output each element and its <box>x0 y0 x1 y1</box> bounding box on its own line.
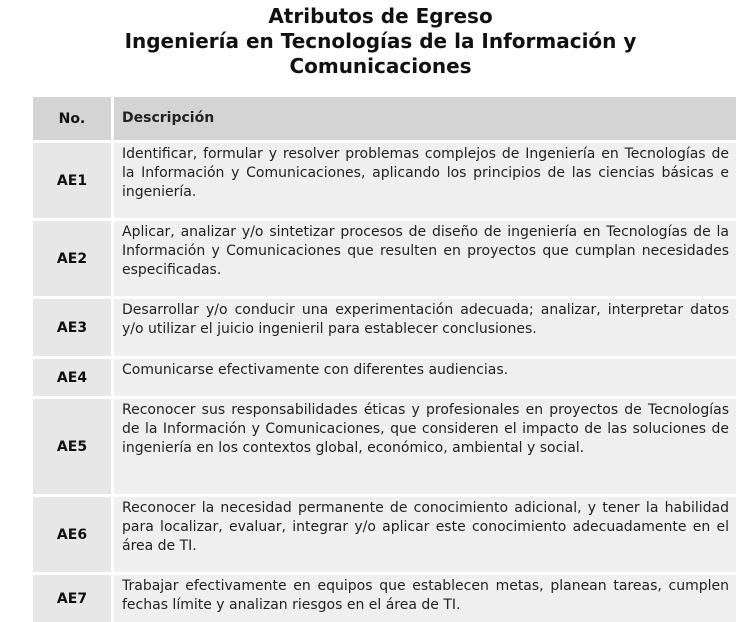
table-row <box>33 299 736 359</box>
row-description: Trabajar efectivamente en equipos que establecen metas, planean tareas, cumplen fechas límite y analizan riesgos en el área de TI. <box>114 575 736 622</box>
row-description: Desarrollar y/o conducir una experimentación adecuada; analizar, interpretar datos y/o utilizar el juicio ingenieril para establecer conclusiones. <box>114 299 736 356</box>
table-header-row <box>33 97 736 143</box>
document-title <box>0 4 752 79</box>
table-row <box>33 221 736 299</box>
row-number: AE6 <box>33 497 114 572</box>
title-line-2: Ingeniería en Tecnologías de la Información y <box>124 29 637 53</box>
row-number: AE4 <box>33 359 114 396</box>
table-row <box>33 497 736 575</box>
header-no: No. <box>33 97 114 140</box>
attributes-table <box>33 97 736 622</box>
table-row <box>33 359 736 399</box>
row-number: AE1 <box>33 143 114 218</box>
row-number: AE7 <box>33 575 114 622</box>
row-description: Aplicar, analizar y/o sintetizar procesos de diseño de ingeniería en Tecnologías de la Información y Comunicaciones que resulten en proyectos que cumplan necesidades especificadas. <box>114 221 736 296</box>
table-row <box>33 575 736 622</box>
table-row <box>33 143 736 221</box>
row-description: Identificar, formular y resolver problemas complejos de Ingeniería en Tecnologías de la Información y Comunicaciones, aplicando los principios de las ciencias básicas e ingeniería. <box>114 143 736 218</box>
row-number: AE2 <box>33 221 114 296</box>
title-line-1: Atributos de Egreso <box>268 4 493 28</box>
row-description: Comunicarse efectivamente con diferentes audiencias. <box>114 359 736 396</box>
row-number: AE3 <box>33 299 114 356</box>
title-line-3: Comunicaciones <box>289 54 472 78</box>
row-description: Reconocer sus responsabilidades éticas y profesionales en proyectos de Tecnologías de la Información y Comunicaciones, que consideren el impacto de las soluciones de ingeniería en los contextos global, económico, ambiental y social. <box>114 399 736 494</box>
header-description: Descripción <box>114 97 736 140</box>
row-description: Reconocer la necesidad permanente de conocimiento adicional, y tener la habilidad para localizar, evaluar, integrar y/o aplicar este conocimiento adecuadamente en el área de TI. <box>114 497 736 572</box>
table-row <box>33 399 736 497</box>
row-number: AE5 <box>33 399 114 494</box>
